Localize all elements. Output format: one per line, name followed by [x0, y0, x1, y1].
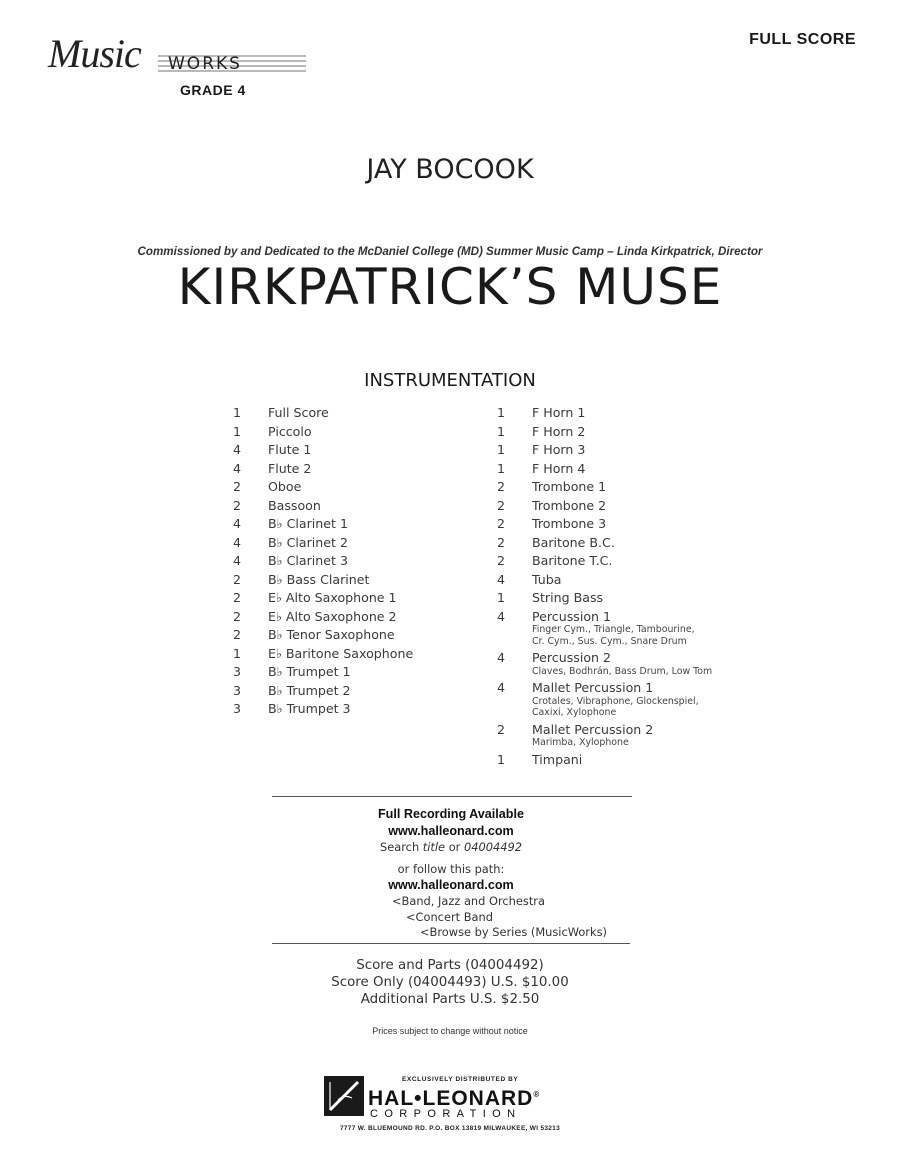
instrument-name: B♭ Clarinet 2 — [268, 534, 348, 550]
instrument-quantity: 4 — [233, 442, 242, 457]
instrument-quantity: 4 — [233, 516, 242, 531]
instrument-quantity: 2 — [233, 497, 242, 513]
piece-title: KIRKPATRICK’S MUSE — [177, 258, 723, 316]
instrument-name: Trombone 2 — [532, 497, 607, 513]
instrument-quantity: 4 — [233, 460, 242, 476]
instrument-name: Tuba — [532, 571, 562, 587]
instrument-row — [497, 590, 757, 606]
instrument-name: F Horn 2 — [532, 423, 586, 439]
score-type-label: FULL SCORE — [749, 31, 856, 48]
instrument-row — [233, 424, 473, 440]
price-score-and-parts: Score and Parts (04004492) — [356, 958, 544, 973]
instrument-row — [497, 609, 757, 648]
instrument-quantity: 2 — [497, 721, 506, 737]
instrument-row — [233, 627, 473, 643]
instrument-quantity: 2 — [497, 553, 506, 568]
instrument-row — [497, 516, 757, 532]
instrument-row — [233, 646, 473, 662]
instrument-list-right — [497, 405, 757, 770]
instrument-detail: Claves, Bodhrán, Bass Drum, Low Tom — [532, 665, 713, 677]
instrument-name: E♭ Alto Saxophone 2 — [268, 608, 397, 624]
instrument-name: Trombone 1 — [532, 479, 607, 494]
instrument-name: Mallet Percussion 1 — [532, 680, 654, 695]
instrumentation-heading: INSTRUMENTATION — [364, 370, 536, 391]
instrument-row — [497, 722, 757, 749]
instrument-name: E♭ Alto Saxophone 1 — [268, 590, 397, 605]
instrument-quantity: 2 — [497, 534, 506, 550]
instrument-name: Baritone T.C. — [532, 553, 613, 568]
instrument-name: Full Score — [268, 405, 329, 420]
instrument-quantity: 4 — [497, 680, 506, 695]
instrument-quantity: 1 — [497, 442, 506, 457]
instrument-quantity: 4 — [233, 534, 242, 550]
instrument-quantity: 3 — [233, 682, 242, 698]
instrument-name: F Horn 4 — [532, 460, 586, 476]
instrument-name: Baritone B.C. — [532, 534, 615, 550]
instrument-row — [233, 405, 473, 421]
instrument-quantity: 1 — [233, 645, 242, 661]
hal-leonard-logo-icon — [324, 1076, 364, 1116]
grade-label: GRADE 4 — [180, 82, 246, 98]
logo-music-text: Music — [48, 31, 141, 76]
instrument-name: B♭ Trumpet 3 — [268, 701, 351, 716]
instrument-quantity: 1 — [497, 460, 506, 476]
instrument-quantity: 2 — [497, 479, 506, 494]
instrument-name: F Horn 3 — [532, 442, 586, 457]
instrument-quantity: 4 — [497, 571, 506, 587]
instrument-row — [233, 461, 473, 477]
instrument-quantity: 1 — [497, 423, 506, 439]
instrument-quantity: 2 — [233, 571, 242, 587]
path-step-1: <Band, Jazz and Orchestra — [392, 894, 545, 908]
instrument-row — [233, 683, 473, 699]
instrument-detail: Crotales, Vibraphone, Glockenspiel, Caxixi, Xylophone — [532, 695, 699, 718]
instrument-quantity: 4 — [497, 650, 506, 665]
instrument-quantity: 1 — [497, 590, 506, 605]
instrument-row — [233, 572, 473, 588]
instrument-row — [497, 442, 757, 458]
publisher-name: HAL•LEONARD® — [368, 1087, 541, 1110]
instrument-row — [497, 572, 757, 588]
publisher-corporation: CORPORATION — [370, 1108, 522, 1120]
instrument-name: String Bass — [532, 590, 604, 605]
instrument-name: Timpani — [532, 751, 583, 767]
instrument-quantity: 1 — [497, 751, 506, 767]
instrument-row — [233, 535, 473, 551]
logo-works-text: WORKS — [168, 54, 242, 74]
instrument-quantity: 2 — [233, 479, 242, 494]
distributed-by-text: EXCLUSIVELY DISTRIBUTED BY — [402, 1076, 519, 1083]
instrument-row — [497, 535, 757, 551]
instrument-name: Mallet Percussion 2 — [532, 721, 654, 737]
divider-bottom — [272, 943, 630, 944]
instrument-name: B♭ Tenor Saxophone — [268, 627, 395, 642]
instrument-name: E♭ Baritone Saxophone — [268, 645, 414, 661]
instrument-detail: Finger Cym., Triangle, Tambourine, Cr. Cym., Sus. Cym., Snare Drum — [532, 624, 695, 647]
instrument-row — [497, 553, 757, 569]
instrument-row — [497, 498, 757, 514]
price-additional-parts: Additional Parts U.S. $2.50 — [360, 992, 540, 1007]
recording-search-text: Search title or 04004492 — [380, 840, 522, 854]
instrument-name: Flute 2 — [268, 460, 312, 476]
recording-site-link[interactable]: www.halleonard.com — [388, 824, 514, 838]
instrument-row — [233, 442, 473, 458]
instrument-name: B♭ Trumpet 2 — [268, 682, 351, 698]
instrument-row — [233, 664, 473, 680]
instrument-row — [233, 553, 473, 569]
follow-path-text: or follow this path: — [397, 862, 505, 876]
instrument-name: Flute 1 — [268, 442, 312, 457]
instrument-row — [233, 479, 473, 495]
instrument-row — [233, 609, 473, 625]
path-step-2: <Concert Band — [406, 910, 493, 924]
price-notice: Prices subject to change without notice — [372, 1026, 528, 1036]
instrument-quantity: 4 — [233, 553, 242, 568]
instrument-quantity: 2 — [233, 590, 242, 605]
instrument-name: B♭ Clarinet 3 — [268, 553, 348, 568]
instrument-row — [497, 650, 757, 677]
instrument-quantity: 2 — [233, 627, 242, 642]
instrument-quantity: 2 — [233, 608, 242, 624]
instrument-row — [497, 680, 757, 719]
instrument-quantity: 2 — [497, 516, 506, 531]
instrument-name: Percussion 2 — [532, 650, 612, 665]
instrument-row — [233, 498, 473, 514]
instrument-quantity: 1 — [233, 405, 242, 420]
instrument-row — [233, 590, 473, 606]
price-score-only: Score Only (04004493) U.S. $10.00 — [331, 975, 569, 990]
instrument-name: B♭ Clarinet 1 — [268, 516, 348, 531]
instrument-name: Percussion 1 — [532, 608, 612, 624]
instrument-row — [233, 701, 473, 717]
instrument-row — [233, 516, 473, 532]
recording-site-link-2[interactable]: www.halleonard.com — [388, 878, 514, 892]
instrument-quantity: 3 — [233, 664, 242, 679]
instrument-quantity: 1 — [497, 405, 506, 420]
instrument-row — [497, 424, 757, 440]
instrument-row — [497, 405, 757, 421]
instrument-name: Trombone 3 — [532, 516, 607, 531]
divider-top — [272, 796, 632, 797]
instrument-quantity: 4 — [497, 608, 506, 624]
recording-heading: Full Recording Available — [377, 807, 525, 821]
instrument-name: Oboe — [268, 479, 302, 494]
instrument-detail: Marimba, Xylophone — [532, 737, 629, 748]
path-step-3: <Browse by Series (MusicWorks) — [420, 925, 607, 939]
instrument-name: B♭ Trumpet 1 — [268, 664, 351, 679]
commission-note: Commissioned by and Dedicated to the McDaniel College (MD) Summer Music Camp – Linda Kirkpatrick, Director — [137, 245, 763, 258]
instrument-quantity: 3 — [233, 701, 242, 716]
instrument-quantity: 1 — [233, 423, 242, 439]
instrument-name: F Horn 1 — [532, 405, 586, 420]
instrument-row — [497, 752, 757, 768]
composer-name: JAY BOCOOK — [366, 154, 534, 185]
instrument-name: B♭ Bass Clarinet — [268, 571, 370, 587]
instrument-name: Piccolo — [268, 423, 312, 439]
publisher-address: 7777 W. BLUEMOUND RD. P.O. BOX 13819 MILWAUKEE, WI 53213 — [339, 1125, 561, 1132]
instrument-row — [497, 461, 757, 477]
instrument-quantity: 2 — [497, 497, 506, 513]
instrument-name: Bassoon — [268, 497, 321, 513]
instrument-list-left — [233, 405, 473, 720]
instrument-row — [497, 479, 757, 495]
